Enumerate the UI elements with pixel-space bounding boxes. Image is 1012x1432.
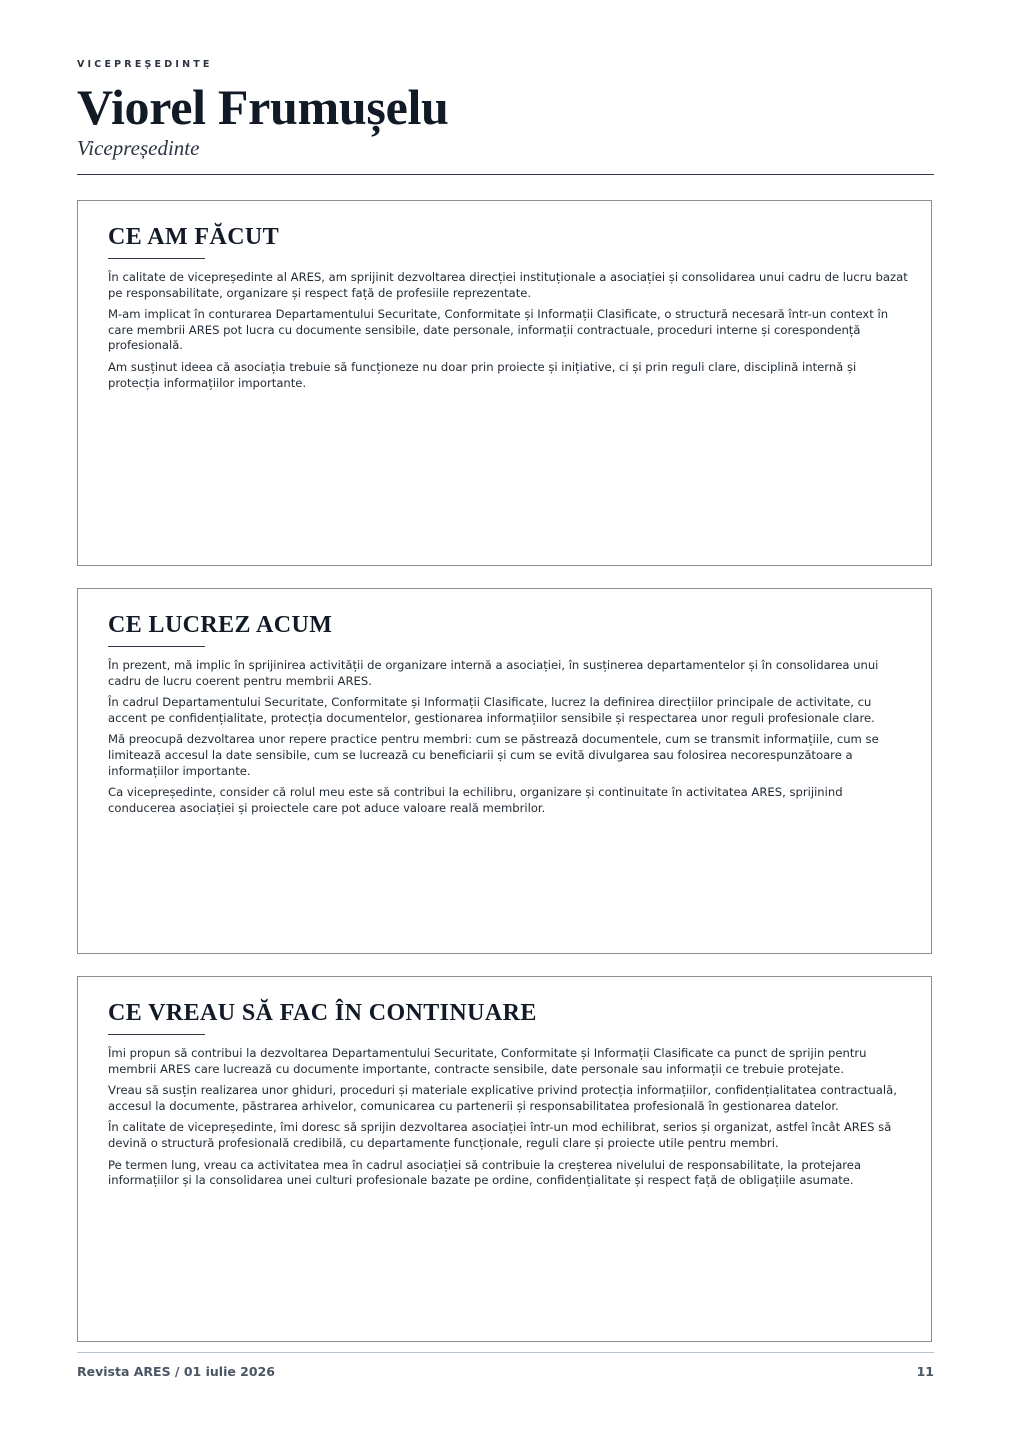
paragraph: Am susținut ideea că asociația trebuie să funcționeze nu doar prin proiecte și inițiative, ci și prin reguli clare, disciplină internă și protecția informațiilor importante. bbox=[108, 359, 857, 390]
paragraph: Îmi propun să contribui la dezvoltarea Departamentului Securitate, Conformitate și Informații Clasificate ca punct de sprijin pentru membrii ARES care lucrează cu documente importante, contracte sensibile, date personale sau informații ce trebuie protejate. bbox=[108, 1046, 867, 1076]
page-number: 11 bbox=[916, 1364, 934, 1379]
paragraph: Pe termen lung, vreau ca activitatea mea în cadrul asociației să contribuie la creșterea nivelului de responsabilitate, la protejarea informațiilor și la consolidarea unei culturi profesionale bazate pe ordine, confidențialitate și respect față de obligațiile asumate. bbox=[108, 1157, 862, 1188]
section-title: CE LUCREZ ACUM bbox=[108, 612, 333, 638]
paragraph: Vreau să susțin realizarea unor ghiduri, proceduri și materiale explicative privind protecția informațiilor, confidențialitatea contractuală, accesul la documente, păstrarea arhivelor, comunicarea cu partenerii și responsabilitatea profesională în gestionarea datelor. bbox=[108, 1083, 897, 1113]
paragraph: Mă preocupă dezvoltarea unor repere practice pentru membri: cum se păstrează documentele, cum se transmit informațiile, cum se limitează accesul la date sensibile, cum se lucrează cu beneficiarii și cum se evită divulgarea sau folosirea necorespunzătoare a informațiilor importante. bbox=[108, 732, 879, 778]
section-card-current bbox=[77, 588, 932, 954]
section-kicker: VICEPREȘEDINTE bbox=[77, 59, 213, 70]
title-underline bbox=[108, 258, 205, 259]
paragraph: În cadrul Departamentului Securitate, Conformitate și Informații Clasificate, lucrez la definirea direcțiilor principale de activitate, cu accent pe confidențialitate, protecția documentelor, gestionarea informațiilor sensibile și respectarea unor reguli profesionale clare. bbox=[108, 695, 875, 725]
section-title: CE AM FĂCUT bbox=[108, 224, 280, 250]
paragraph: M-am implicat în conturarea Departamentului Securitate, Conformitate și Informații Clasificate, o structură necesară într-un context în care membrii ARES pot lucra cu documente sensibile, date personale, informații contractuale, proceduri interne și corespondență profesională. bbox=[108, 307, 889, 353]
title-underline bbox=[108, 646, 205, 647]
title-underline bbox=[108, 1034, 205, 1035]
paragraph: În prezent, mă implic în sprijinirea activității de organizare internă a asociației, în susținerea departamentelor și în consolidarea unui cadru de lucru coerent pentru membrii ARES. bbox=[108, 658, 879, 688]
section-title: CE VREAU SĂ FAC ÎN CONTINUARE bbox=[108, 1000, 537, 1026]
person-name: Viorel Frumușelu bbox=[77, 79, 449, 135]
footer-publication: Revista ARES / 01 iulie 2026 bbox=[77, 1364, 275, 1379]
paragraph: În calitate de vicepreședinte, îmi doresc să sprijin dezvoltarea asociației într-un mod echilibrat, serios și organizat, astfel încât ARES să devină o structură profesională credibilă, cu departamente funcționale, reguli clare și proiecte utile pentru membri. bbox=[108, 1120, 892, 1150]
section-card-done bbox=[77, 200, 932, 566]
footer-divider bbox=[77, 1352, 934, 1353]
person-role: Vicepreședinte bbox=[77, 136, 200, 160]
paragraph: În calitate de vicepreședinte al ARES, am sprijinit dezvoltarea direcției instituționale a asociației și consolidarea unui cadru de lucru bazat pe responsabilitate, organizare și respect față de profesiile reprezentate. bbox=[108, 270, 908, 300]
paragraph: Ca vicepreședinte, consider că rolul meu este să contribui la echilibru, organizare și continuitate în activitatea ARES, sprijinind conducerea asociației și proiectele care pot aduce valoare reală membrilor. bbox=[108, 785, 843, 815]
header-divider bbox=[77, 174, 934, 175]
section-card-future bbox=[77, 976, 932, 1342]
page bbox=[77, 0, 934, 1432]
